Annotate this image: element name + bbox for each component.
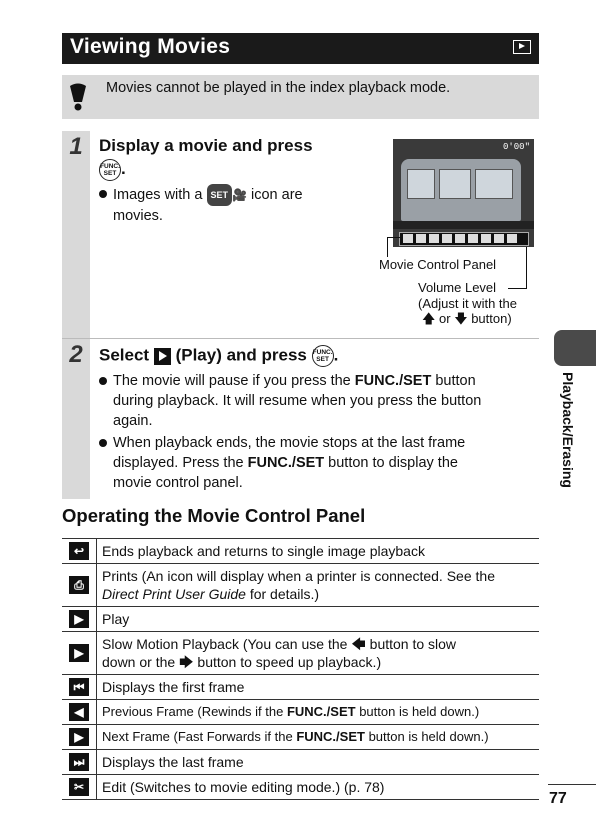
movie-icon: 🎥 xyxy=(232,187,247,202)
page-number: 77 xyxy=(549,790,567,807)
table-row: ◀ Previous Frame (Rewinds if the FUNC./SET button is held down.) xyxy=(62,699,539,724)
step-heading: Select (Play) and press FUNC. SET . xyxy=(99,345,338,367)
return-icon: ↩ xyxy=(69,542,89,560)
play-icon xyxy=(154,348,171,365)
callout-movie-control-panel: Movie Control Panel xyxy=(379,257,497,272)
chapter-tab xyxy=(554,330,596,366)
step-heading-end: FUNC. SET . xyxy=(99,159,126,181)
play-icon: ▶ xyxy=(69,610,89,628)
step-bullet: The movie will pause if you press the FUNC./SET button during playback. It will resume when you press the button again. xyxy=(113,371,533,431)
chapter-label: Playback/Erasing xyxy=(560,372,576,488)
title-bar xyxy=(62,33,539,64)
page-rule xyxy=(548,784,596,785)
step-bullet: Images with a SET 🎥 icon are movies. xyxy=(113,184,303,226)
movie-screen-image xyxy=(393,139,534,247)
page-title: Viewing Movies xyxy=(70,35,231,58)
step-number: 2 xyxy=(69,341,83,368)
section-title: Operating the Movie Control Panel xyxy=(62,505,366,526)
func-set-button-icon: FUNC. SET xyxy=(312,345,334,367)
callout-volume-buttons: 🡅 or 🡇 button) xyxy=(422,311,512,326)
table-row: ✂ Edit (Switches to movie editing mode.) (p. 78) xyxy=(62,774,539,800)
table-row: ⎙ Prints (An icon will display when a printer is connected. See the Direct Print User Guide for details.) xyxy=(62,563,539,606)
table-row: ⏮ Displays the first frame xyxy=(62,674,539,699)
screen-time: 0'00" xyxy=(502,142,530,152)
step-bullet: When playback ends, the movie stops at the last frame displayed. Press the FUNC./SET button to display the movie control panel. xyxy=(113,433,533,493)
slow-motion-icon: ▶ xyxy=(69,644,89,662)
movie-set-icon: SET xyxy=(207,184,233,206)
up-arrow-icon: 🡅 xyxy=(422,311,436,326)
previous-frame-icon: ◀ xyxy=(69,703,89,721)
table-row: ▶ Next Frame (Fast Forwards if the FUNC./SET button is held down.) xyxy=(62,724,539,749)
table-row: ↩ Ends playback and returns to single image playback xyxy=(62,538,539,563)
step-heading: Display a movie and press xyxy=(99,136,313,155)
caution-icon xyxy=(66,82,90,112)
caution-box xyxy=(62,75,539,119)
table-row: ▶ Play xyxy=(62,606,539,631)
print-icon: ⎙ xyxy=(69,576,89,594)
last-frame-icon: ⏭ xyxy=(69,753,89,771)
step-number: 1 xyxy=(69,133,83,160)
step-2 xyxy=(62,338,539,499)
table-row: ▶ Slow Motion Playback (You can use the 🡄 button to slow down or the 🡆 button to speed up playback.) xyxy=(62,631,539,674)
next-frame-icon: ▶ xyxy=(69,728,89,746)
left-arrow-icon: 🡄 xyxy=(351,636,366,652)
callout-volume-adjust: (Adjust it with the xyxy=(418,296,517,311)
edit-scissors-icon: ✂ xyxy=(69,778,89,796)
first-frame-icon: ⏮ xyxy=(69,678,89,696)
caution-text: Movies cannot be played in the index playback mode. xyxy=(106,80,451,96)
control-panel-table xyxy=(62,538,539,800)
func-set-button-icon: FUNC. SET xyxy=(99,159,121,181)
playback-mode-icon xyxy=(513,40,531,54)
down-arrow-icon: 🡇 xyxy=(454,311,468,326)
callout-volume-level: Volume Level xyxy=(418,280,497,295)
right-arrow-icon: 🡆 xyxy=(179,654,194,670)
table-row: ⏭ Displays the last frame xyxy=(62,749,539,774)
movie-control-panel xyxy=(399,232,529,246)
